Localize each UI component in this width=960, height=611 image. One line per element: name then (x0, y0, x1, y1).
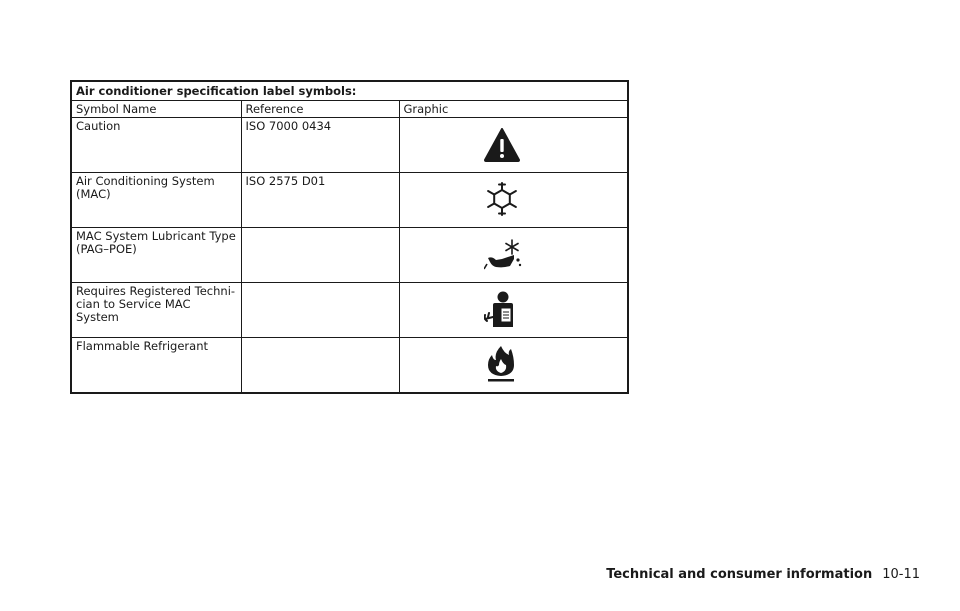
header-graphic: Graphic (399, 101, 628, 118)
symbol-table (70, 80, 629, 394)
symbol-graphic (399, 283, 628, 338)
header-symbol-name: Symbol Name (71, 101, 241, 118)
table-row (71, 283, 628, 338)
caution-triangle-icon (484, 128, 520, 162)
symbol-reference: ISO 7000 0434 (241, 118, 399, 173)
snowflake-icon (484, 181, 520, 217)
table-row (71, 228, 628, 283)
footer-section-name: Technical and consumer information (606, 567, 873, 582)
symbol-name: Requires Registered Techni- cian to Service MAC System (71, 283, 241, 338)
flame-icon (484, 345, 518, 383)
symbol-graphic (399, 118, 628, 173)
page-number: 10-11 (882, 567, 920, 582)
table-row (71, 173, 628, 228)
symbol-name: MAC System Lubricant Type (PAG–POE) (71, 228, 241, 283)
technician-manual-icon (484, 291, 522, 329)
symbol-reference: ISO 2575 D01 (241, 173, 399, 228)
table-title: Air conditioner specification label symbols: (71, 81, 628, 101)
header-reference: Reference (241, 101, 399, 118)
symbol-graphic (399, 338, 628, 394)
page-footer (606, 567, 920, 582)
oil-can-snowflake-icon (484, 238, 524, 272)
symbol-reference (241, 228, 399, 283)
table-header-row (71, 101, 628, 118)
table-row (71, 118, 628, 173)
symbol-reference (241, 338, 399, 394)
symbol-name: Flammable Refrigerant (71, 338, 241, 394)
symbol-graphic (399, 173, 628, 228)
symbol-reference (241, 283, 399, 338)
symbol-name: Caution (71, 118, 241, 173)
symbol-name: Air Conditioning System (MAC) (71, 173, 241, 228)
table-row (71, 338, 628, 394)
symbol-graphic (399, 228, 628, 283)
